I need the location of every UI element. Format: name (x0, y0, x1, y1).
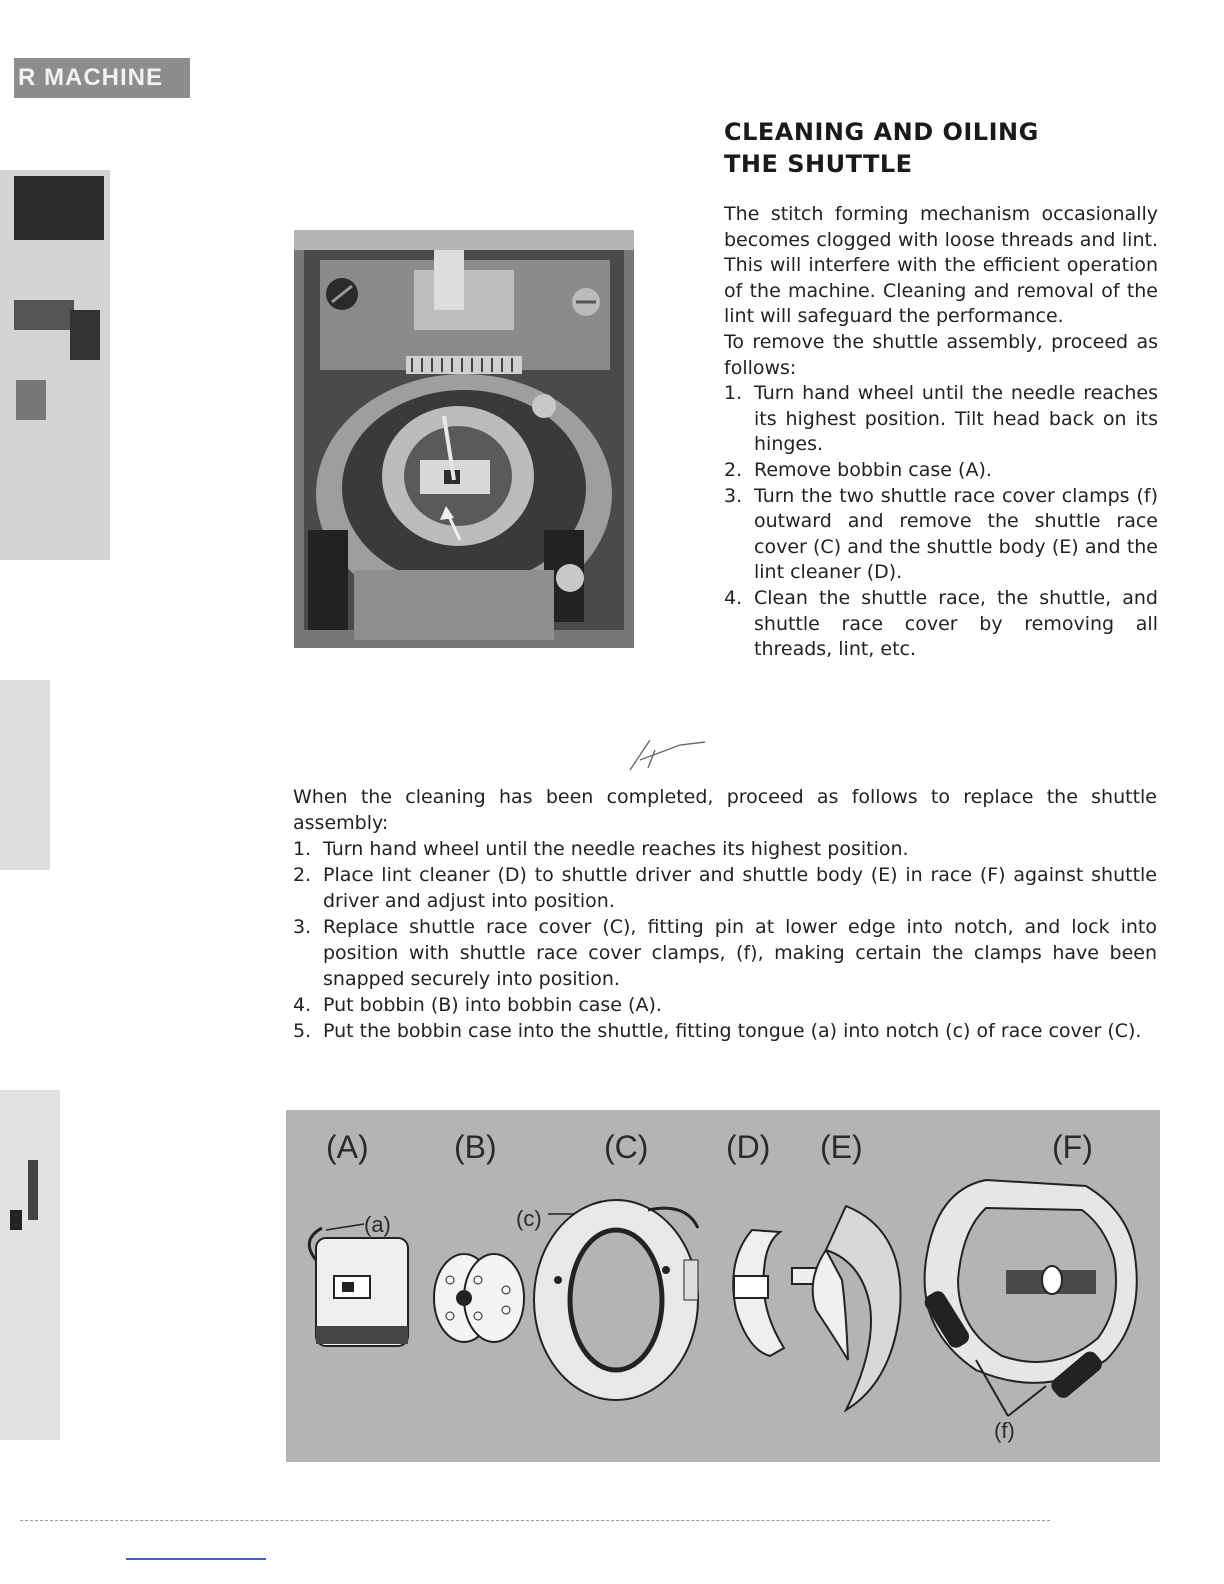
list-item-text: Remove bobbin case (A). (754, 458, 992, 481)
list-item-text: Place lint cleaner (D) to shuttle driver and shuttle body (E) in race (F) against shuttle driver and adjust into position. (323, 864, 1157, 912)
list-item-number: 2. (293, 864, 312, 886)
part-label-tongue-a: (a) (364, 1212, 391, 1237)
list-item (724, 458, 1158, 484)
list-item-number: 4. (293, 994, 312, 1016)
part-label-f: (F) (1052, 1129, 1093, 1165)
shuttle-race-cover-drawing (534, 1200, 698, 1400)
list-item-number: 4. (724, 586, 743, 609)
list-item (724, 381, 1158, 458)
list-item (724, 484, 1158, 586)
page-bottom-accent (126, 1558, 266, 1560)
remove-steps-list (724, 381, 1158, 663)
part-label-d: (D) (726, 1129, 771, 1165)
list-item (293, 836, 1157, 862)
replace-steps-list (293, 836, 1157, 1044)
intro-text-column (724, 202, 1158, 663)
list-item-text: Turn hand wheel until the needle reaches its highest position. Tilt head back on its hinges. (754, 382, 1158, 456)
list-item-number: 1. (293, 838, 312, 860)
remove-lead-paragraph: To remove the shuttle assembly, proceed as follows: (724, 330, 1158, 379)
part-label-a: (A) (326, 1129, 369, 1165)
list-item-number: 5. (293, 1020, 312, 1042)
section-title-line: CLEANING AND OILING (724, 118, 1039, 146)
list-item (293, 862, 1157, 914)
list-item (293, 914, 1157, 992)
shuttle-area-photo (294, 230, 634, 648)
left-margin-photo-fragment (0, 170, 110, 560)
intro-paragraph: The stitch forming mechanism occasionally becomes clogged with loose threads and lint. This will interfere with the efficient operation of the machine. Cleaning and removal of the lint will safeguard the performance. (724, 203, 1158, 328)
list-item (293, 1018, 1157, 1044)
bobbin-drawing (434, 1254, 524, 1342)
list-item-number: 2. (724, 458, 743, 481)
shuttle-parts-illustration (286, 1110, 1160, 1462)
list-item-number: 3. (293, 916, 312, 938)
pencil-scribble-mark (610, 720, 710, 780)
section-title-line: THE SHUTTLE (724, 150, 913, 178)
list-item-text: Clean the shuttle race, the shuttle, and shuttle race cover by removing all threads, lint, etc. (754, 586, 1158, 661)
list-item (724, 586, 1158, 663)
part-label-b: (B) (454, 1129, 497, 1165)
section-title (724, 116, 1154, 180)
list-item-text: Turn hand wheel until the needle reaches its highest position. (323, 838, 909, 860)
list-item-text: Put bobbin (B) into bobbin case (A). (323, 994, 662, 1016)
list-item (293, 992, 1157, 1018)
part-label-c: (C) (604, 1129, 649, 1165)
list-item-text: Replace shuttle race cover (C), fitting pin at lower edge into notch, and lock into position with shuttle race cover clamps, (f), making certain the clamps have been snapped securely into position. (323, 916, 1157, 990)
bobbin-case-drawing (309, 1224, 408, 1346)
replace-lead-paragraph: When the cleaning has been completed, proceed as follows to replace the shuttle assembly: (293, 786, 1157, 834)
page-bottom-rule (20, 1520, 1050, 1521)
part-label-e: (E) (820, 1129, 863, 1165)
left-margin-photo-fragment (0, 1090, 60, 1440)
part-label-clamps-f: (f) (994, 1418, 1015, 1443)
replace-instructions (293, 784, 1157, 1044)
list-item-text: Put the bobbin case into the shuttle, fitting tongue (a) into notch (c) of race cover (C). (323, 1020, 1142, 1042)
page-header-tab: R MACHINE (14, 58, 190, 98)
left-margin-photo-fragment (0, 680, 50, 870)
list-item-text: Turn the two shuttle race cover clamps (f) outward and remove the shuttle race cover (C) and the shuttle body (E) and the lint cleaner (D). (754, 484, 1158, 584)
list-item-number: 1. (724, 382, 743, 405)
list-item-number: 3. (724, 484, 743, 507)
part-label-notch-c: (c) (516, 1206, 542, 1231)
